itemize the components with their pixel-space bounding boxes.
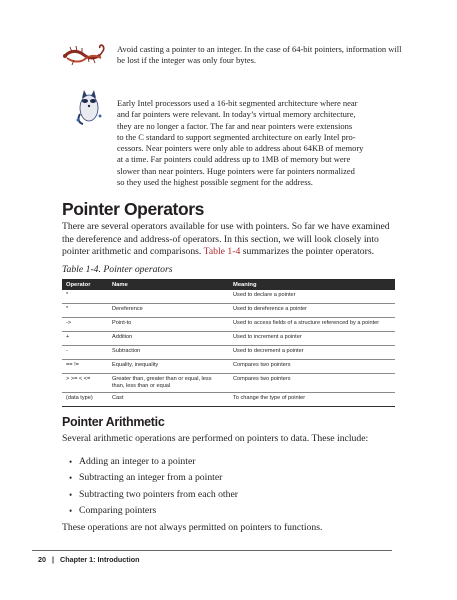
- list-item: • Subtracting an integer from a pointer: [66, 472, 386, 488]
- chapter-title: Chapter 1: Introduction: [60, 555, 140, 564]
- list-item: • Subtracting two pointers from each other: [66, 489, 386, 505]
- table-cell: Equality, inequality: [108, 360, 229, 374]
- table-cell: Used to increment a pointer: [229, 332, 395, 346]
- arithmetic-operations-list: [66, 456, 386, 522]
- info-line: Early Intel processors used a 16-bit segmented architecture where near: [117, 98, 358, 108]
- table-cell: Used to declare a pointer: [229, 290, 395, 304]
- table-cell: Compares two pointers: [229, 360, 395, 374]
- raccoon-icon: [74, 86, 104, 131]
- table-cell: [108, 290, 229, 304]
- column-header: Meaning: [229, 279, 395, 290]
- table-cell: +: [62, 332, 108, 346]
- table-cell: Used to decrement a pointer: [229, 346, 395, 360]
- tip-note: [62, 38, 402, 74]
- list-item: • Comparing pointers: [66, 505, 386, 521]
- info-line: cessors. Near pointers were only able to address about 64KB of memory: [117, 143, 364, 154]
- paragraph-text-end: summarizes the pointer operators.: [242, 246, 375, 258]
- table-row: [62, 318, 395, 332]
- table-row: [62, 332, 395, 346]
- closing-paragraph: These operations are not always permitted on pointers to functions.: [62, 522, 323, 533]
- page-footer: [38, 555, 139, 564]
- section-heading: Pointer Operators: [62, 199, 204, 219]
- subsection-heading: Pointer Arithmetic: [62, 415, 165, 429]
- info-note-text: [117, 98, 402, 188]
- table-row: [62, 392, 395, 406]
- info-line: at a time. Far pointers could address up to 1MB of memory but were: [117, 154, 351, 165]
- page-number: 20: [38, 555, 46, 564]
- footer-separator: |: [52, 555, 55, 564]
- table-cell: Subtraction: [108, 346, 229, 360]
- table-row: [62, 374, 395, 393]
- operators-table: [62, 279, 395, 407]
- tip-note-text: Avoid casting a pointer to an integer. In the case of 64-bit pointers, information will be lost if the integer was only four bytes.: [117, 44, 402, 66]
- table-cell: Addition: [108, 332, 229, 346]
- info-note: [62, 86, 402, 191]
- footer-rule: [32, 550, 392, 551]
- info-line: they are no longer a factor. The far and near pointers were extensions: [117, 120, 353, 131]
- paragraph-text: There are several operators available for use with pointers. So far we have examined the dereference and address-of operators. In this section, we will look closely into pointer arithmetic and comparisons.: [62, 221, 390, 258]
- table-row: [62, 346, 395, 360]
- scorpion-icon: [62, 42, 106, 73]
- table-cell: ->: [62, 318, 108, 332]
- subsection-intro: Several arithmetic operations are performed on pointers to data. These include:: [62, 433, 369, 444]
- table-cell: Point-to: [108, 318, 229, 332]
- column-header: Operator: [62, 279, 108, 290]
- section-paragraph: [62, 221, 397, 259]
- info-line: to the C standard to support segmented architecture on early Intel pro-: [117, 131, 356, 142]
- info-line: so they used the highest possible segment for the address.: [117, 177, 313, 188]
- table-cell: > >= < <=: [62, 374, 108, 393]
- table-cell: *: [62, 304, 108, 318]
- table-cell: == !=: [62, 360, 108, 374]
- table-reference-link[interactable]: Table 1-4: [203, 246, 241, 258]
- operators-table-wrap: [62, 279, 395, 407]
- info-line: and far pointers were relevant. In today’s virtual memory architecture,: [117, 109, 356, 120]
- table-cell: Used to dereference a pointer: [229, 304, 395, 318]
- table-caption: Table 1-4. Pointer operators: [62, 264, 173, 275]
- table-cell: To change the type of pointer: [229, 392, 395, 406]
- info-line: slower than near pointers. Huge pointers were far pointers normalized: [117, 165, 355, 176]
- table-row: [62, 290, 395, 304]
- table-cell: Cast: [108, 392, 229, 406]
- table-cell: -: [62, 346, 108, 360]
- table-row: [62, 304, 395, 318]
- table-cell: *: [62, 290, 108, 304]
- table-cell: Used to access fields of a structure referenced by a pointer: [229, 318, 395, 332]
- table-cell: Greater than, greater than or equal, less than, less than or equal: [108, 374, 229, 393]
- list-item: • Adding an integer to a pointer: [66, 456, 386, 472]
- table-cell: (data type): [62, 392, 108, 406]
- table-cell: Compares two pointers: [229, 374, 395, 393]
- table-row: [62, 360, 395, 374]
- column-header: Name: [108, 279, 229, 290]
- table-header-row: [62, 279, 395, 290]
- table-cell: Dereference: [108, 304, 229, 318]
